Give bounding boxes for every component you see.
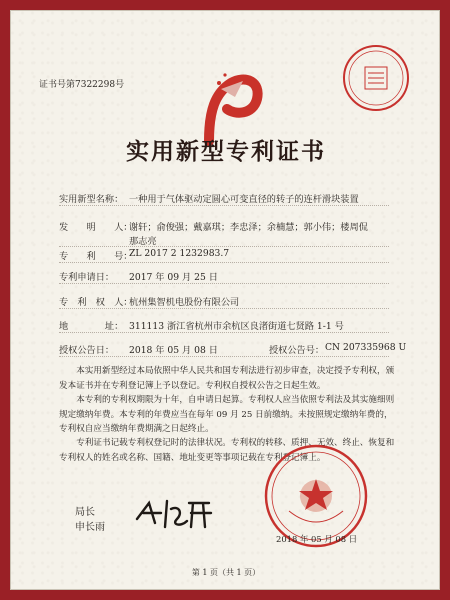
field-label: 地 址：	[59, 321, 124, 332]
statement-paragraph-2: 本专利的专利权期限为十年，自申请日起算。专利权人应当依照专利法及其实施细则规定缴纳年费。本专利的年费应当在每年 09 月 25 日前缴纳。未按照规定缴纳年费的，专利权自应当缴纳年费期满之日起终止。	[59, 395, 395, 434]
field-label: 专 利 权 人：	[59, 297, 133, 308]
chief-name: 申长雨	[75, 522, 105, 533]
field-label: 专 利 号：	[59, 251, 133, 262]
certificate-title: 实用新型专利证书	[126, 138, 326, 165]
statement-paragraph-1: 本实用新型经过本局依照中华人民共和国专利法进行初步审查，决定授予专利权，颁发本证书并在专利登记簿上予以登记。专利权自授权公告之日起生效。	[59, 366, 395, 391]
field-label: 发 明 人：	[59, 222, 133, 233]
field-value: 2017 年 09 月 25 日	[129, 272, 218, 283]
field-label: 专利申请日：	[59, 272, 115, 283]
field-value: ZL 2017 2 1232983.7	[129, 248, 230, 259]
page-number: 第 1 页（共 1 页）	[191, 568, 261, 577]
field-value: 杭州集智机电股份有限公司	[129, 297, 240, 308]
field-value: 一种用于气体驱动定圆心可变直径的转子的连杆滑块装置	[129, 194, 359, 205]
field-value: 那志亮	[129, 236, 157, 247]
field-value: 2018 年 05 月 08 日	[129, 345, 218, 356]
field-label: 授权公告号：	[269, 345, 325, 356]
field-label: 实用新型名称：	[59, 194, 124, 205]
field-value: 谢轩；俞俊强；戴嘉琪；李忠泽；余楠慧；郭小伟；楼周侃	[129, 222, 368, 233]
issue-date: 2018 年 05 月 08 日	[276, 534, 358, 544]
field-value: 311113 浙江省杭州市余杭区良渚街道七贤路 1-1 号	[129, 321, 344, 332]
statement-paragraph-3: 专利证书记载专利权登记时的法律状况。专利权的转移、质押、无效、终止、恢复和专利权人的姓名或名称、国籍、地址变更等事项记载在专利登记簿上。	[59, 438, 395, 463]
chief-title: 局长	[75, 507, 95, 518]
chief-signature-icon	[131, 491, 221, 536]
certificate-number: 证书号第7322298号	[39, 80, 125, 90]
field-value: CN 207335968 U	[325, 342, 407, 353]
certificate-paper	[10, 10, 440, 590]
patent-office-seal-top-icon	[341, 43, 411, 113]
field-label: 授权公告日：	[59, 345, 115, 356]
